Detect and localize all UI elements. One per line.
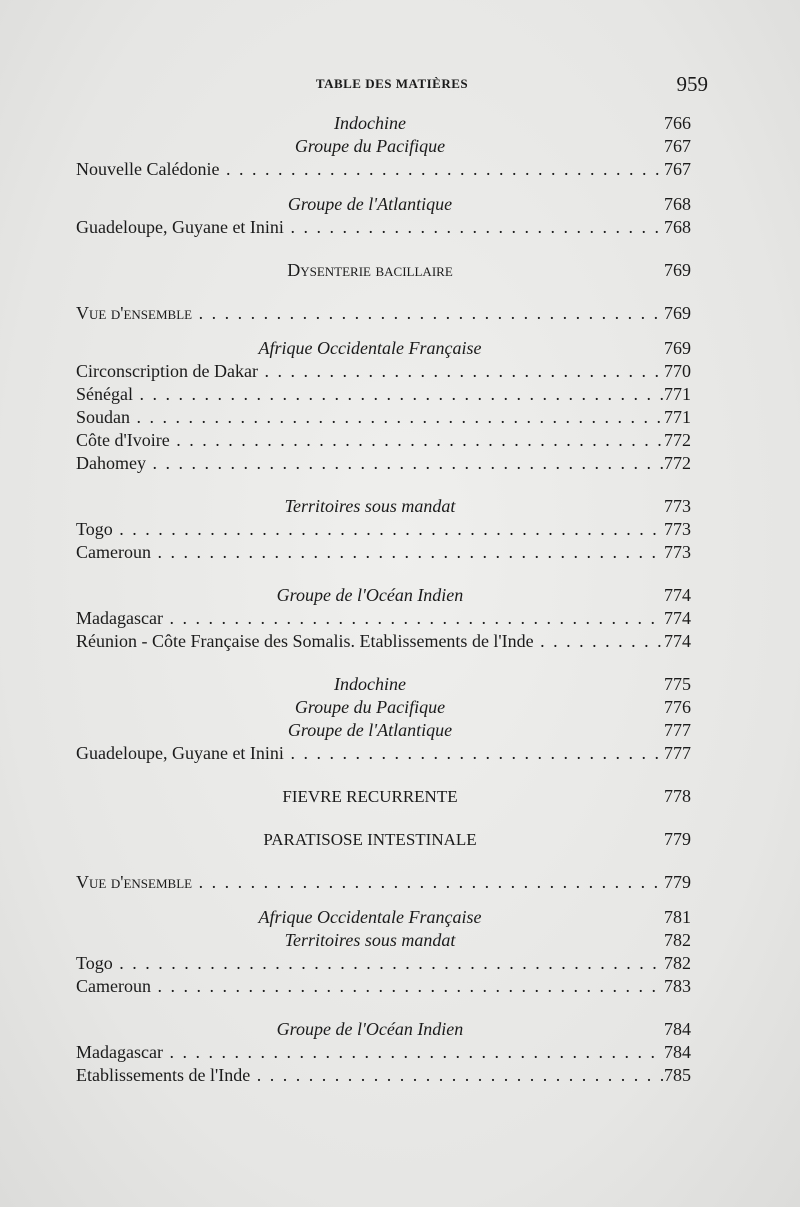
toc-section: Groupe du Pacifique 776	[294, 697, 691, 717]
table-of-contents	[76, 112, 708, 1087]
toc-entry: Madagascar . . . 784	[76, 1041, 708, 1064]
toc-section: Groupe de l'Océan Indien 774	[276, 585, 691, 605]
toc-entry: Cameroun . . . 783	[76, 975, 708, 998]
toc-entry: Réunion - Côte Française des Somalis. Etablissements de l'Inde . . . 774	[76, 630, 708, 653]
toc-section: Territoires sous mandat 782	[284, 930, 691, 950]
toc-entry: Côte d'Ivoire . . . 772	[76, 429, 708, 452]
toc-entry: Sénégal . . . 771	[76, 383, 708, 406]
running-header	[76, 70, 708, 100]
toc-chapter: Dysenterie bacillaire 769	[287, 260, 691, 280]
toc-section: Indochine 766	[334, 113, 691, 133]
page-number: 959	[676, 72, 708, 96]
toc-chapter: FIEVRE RECURRENTE 778	[282, 786, 691, 806]
toc-entry: Guadeloupe, Guyane et Inini . . . 777	[76, 742, 708, 765]
running-title: TABLE DES MATIÈRES	[315, 76, 469, 91]
toc-entry: Vue d'ensemble . . . 779	[76, 871, 708, 894]
toc-section: Groupe de l'Atlantique 768	[287, 194, 691, 214]
toc-entry: Circonscription de Dakar . . . 770	[76, 360, 708, 383]
toc-section: Groupe du Pacifique 767	[294, 136, 691, 156]
toc-entry: Cameroun . . . 773	[76, 541, 708, 564]
toc-section: Indochine 775	[334, 674, 691, 694]
toc-section: Groupe de l'Océan Indien 784	[276, 1019, 691, 1039]
toc-entry: Guadeloupe, Guyane et Inini . . . 768	[76, 216, 708, 239]
toc-entry: Dahomey . . . 772	[76, 452, 708, 475]
toc-section: Groupe de l'Atlantique 777	[287, 720, 691, 740]
toc-entry: Togo . . . 782	[76, 952, 708, 975]
toc-entry: Vue d'ensemble . . . 769	[76, 302, 708, 325]
toc-section: Territoires sous mandat 773	[284, 496, 691, 516]
toc-entry: Nouvelle Calédonie . . . 767	[76, 158, 708, 181]
toc-entry: Soudan . . . 771	[76, 406, 708, 429]
toc-section: Afrique Occidentale Française 781	[258, 907, 691, 927]
toc-entry: Madagascar . . . 774	[76, 607, 708, 630]
toc-section: Afrique Occidentale Française 769	[258, 338, 691, 358]
toc-entry: Togo . . . 773	[76, 518, 708, 541]
toc-entry: Etablissements de l'Inde . . . 785	[76, 1064, 708, 1087]
toc-chapter: PARATISOSE INTESTINALE 779	[263, 829, 691, 849]
